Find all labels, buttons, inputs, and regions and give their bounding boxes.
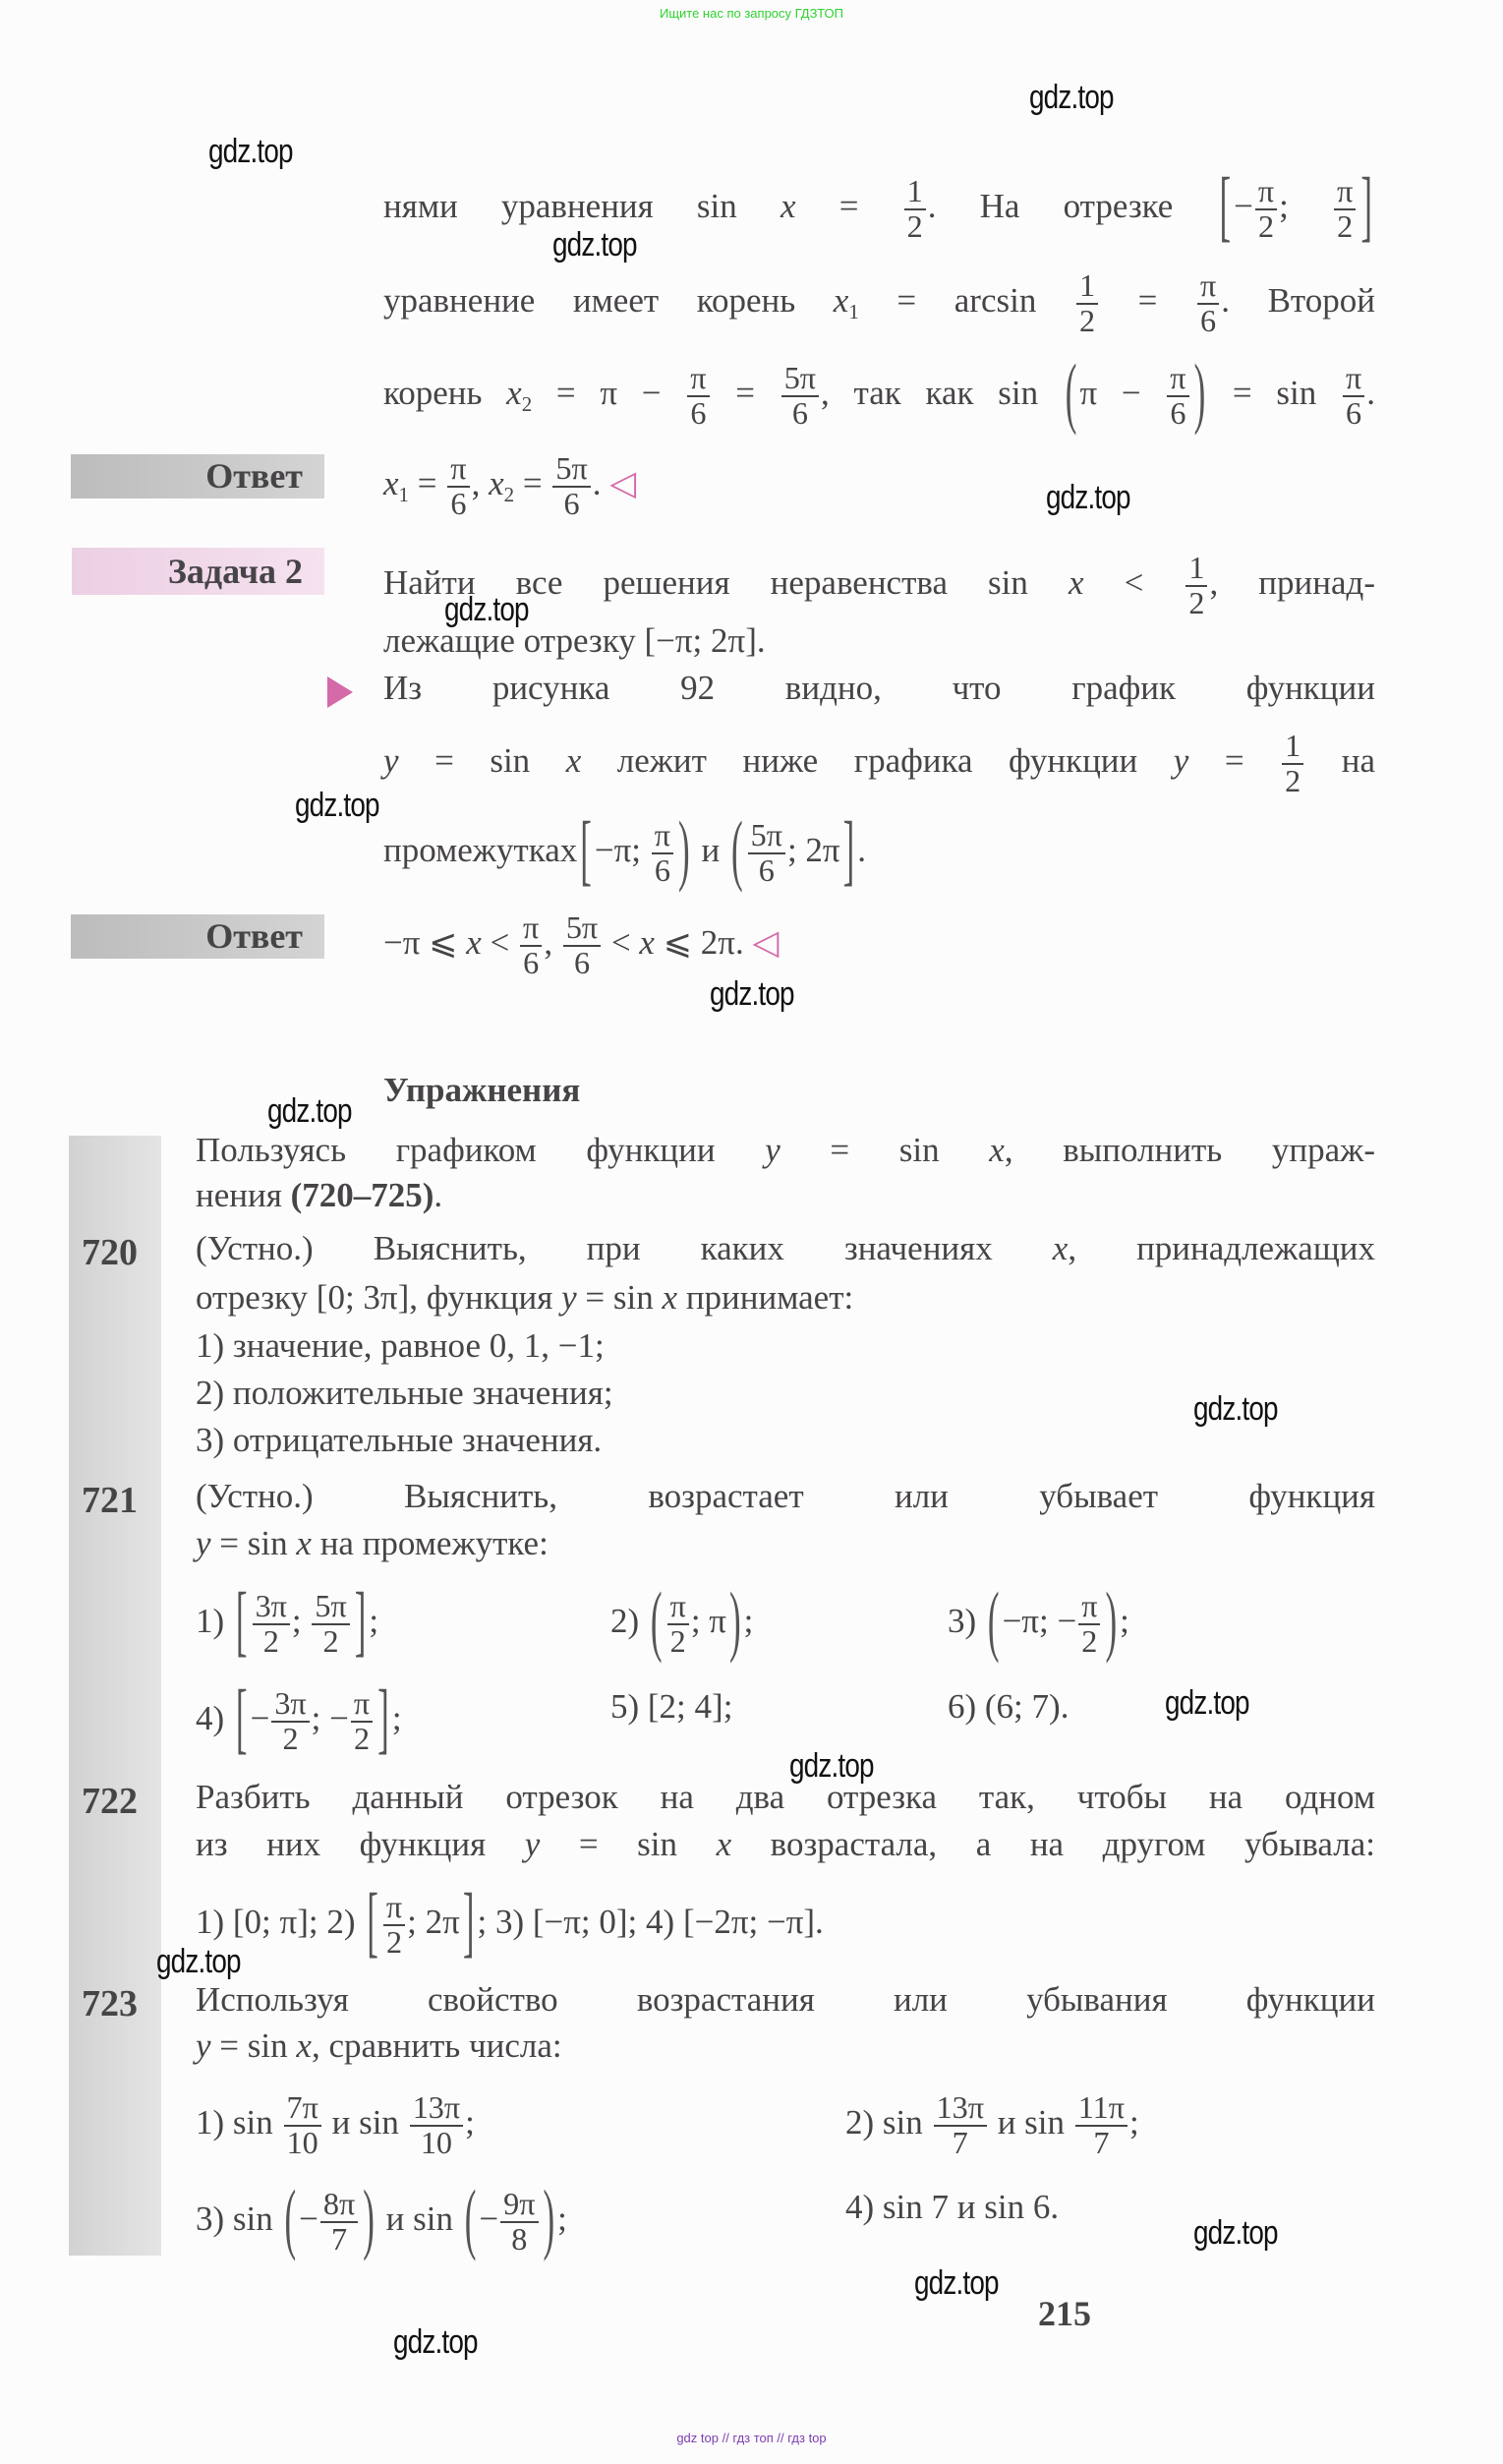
fraction-denominator: 6 (1170, 394, 1186, 431)
exercise-subitem (196, 1575, 379, 1665)
text-run: ; (1129, 2102, 1139, 2141)
fraction-denominator: 2 (353, 1720, 371, 1756)
fraction (1167, 362, 1188, 431)
text-line (383, 347, 1375, 437)
text-run: ; π (690, 1601, 726, 1640)
text-line (383, 267, 1375, 338)
fraction (563, 911, 601, 980)
fraction-numerator: π (652, 819, 673, 854)
text-run: = (711, 373, 780, 412)
text-run: , (544, 922, 561, 962)
text-run: − (299, 2199, 318, 2238)
bracket: ( (284, 2173, 297, 2262)
exercise-subitem (196, 1421, 602, 1468)
fraction (253, 1590, 290, 1659)
exercise-line (196, 1278, 853, 1325)
math-variable: x (833, 280, 849, 320)
text-run: ; 3) [−π; 0]; 4) [−2π; −π]. (477, 1902, 824, 1941)
subscript: 1 (848, 300, 859, 324)
fraction-numerator: π (1343, 362, 1364, 397)
text-run: = sin (210, 1524, 297, 1562)
fraction (781, 362, 819, 431)
text-run: и sin (988, 2102, 1073, 2141)
text-run: < (603, 922, 640, 962)
text-run: 4) sin 7 и sin 6. (845, 2188, 1060, 2226)
watermark: gdz.top (267, 1092, 352, 1130)
text-run: ; (465, 2102, 475, 2141)
text-run: < (1083, 562, 1185, 602)
intro-line (196, 1131, 1375, 1178)
math-variable: y (196, 2026, 211, 2065)
watermark: gdz.top (552, 226, 637, 264)
text-run: ; (557, 2199, 567, 2238)
fraction-numerator: 1 (1076, 269, 1098, 305)
exercise-margin-strip (69, 1136, 161, 2256)
fraction-denominator: 6 (654, 851, 670, 888)
fraction (1076, 269, 1098, 338)
fraction (500, 2188, 538, 2257)
bracket: ] (462, 1876, 475, 1965)
text-run: . (434, 1176, 443, 1214)
fraction-numerator: π (351, 1687, 373, 1723)
fraction-denominator: 7 (331, 2220, 348, 2257)
answer-label-box: Ответ (71, 454, 324, 499)
fraction-numerator: π (1167, 362, 1188, 397)
fraction (383, 1891, 405, 1960)
bracket: [ (235, 1672, 248, 1762)
bracket: ] (354, 1575, 367, 1665)
text-run: ; (369, 1601, 379, 1640)
answer-line (383, 450, 637, 521)
text-run: уравнение имеет корень (383, 280, 834, 320)
fraction-numerator: π (383, 1891, 405, 1926)
text-run: = π − (532, 373, 686, 412)
exercise-line (196, 1778, 1375, 1825)
text-run: = (1188, 740, 1281, 780)
fraction (652, 819, 673, 888)
text-run: = (409, 463, 446, 502)
text-run: 1) sin (196, 2102, 282, 2141)
exercise-subitem (610, 1687, 732, 1734)
subscript: 2 (521, 392, 533, 417)
text-run: возрастала, а на другом убывала: (731, 1825, 1375, 1863)
text-run: −π; − (1002, 1601, 1077, 1640)
exercise-subitem (948, 1687, 1069, 1734)
text-run: ; (743, 1601, 754, 1640)
exercise-line (196, 1825, 1375, 1872)
fraction-denominator: 6 (523, 944, 540, 980)
exercise-number: 720 (82, 1232, 138, 1273)
watermark: gdz.top (393, 2323, 478, 2361)
text-run: 2) (610, 1601, 648, 1640)
text-run: на промежутке: (311, 1524, 549, 1562)
fraction-denominator: 2 (906, 207, 923, 244)
fraction-denominator: 6 (1200, 302, 1217, 338)
text-run: (Устно.) Выяснить, при каких значениях (196, 1229, 1053, 1267)
solution-line (383, 728, 1376, 798)
fraction (351, 1687, 373, 1756)
text-run: , сравнить числа: (311, 2026, 562, 2065)
text-run: нями уравнения sin (383, 186, 780, 225)
fraction-numerator: π (1255, 175, 1277, 210)
text-run: 3) sin (196, 2199, 282, 2238)
math-variable: x (565, 740, 582, 780)
fraction-denominator: 6 (1346, 394, 1362, 431)
text-run: (Устно.) Выяснить, возрастает или убывает функция (196, 1477, 1375, 1515)
math-variable: y (524, 1825, 541, 1863)
fraction (1282, 730, 1303, 798)
text-run: , принадлежащих (1068, 1229, 1375, 1267)
math-variable: y (561, 1278, 577, 1317)
exercise-number: 721 (82, 1480, 138, 1521)
fraction-numerator: 3π (253, 1590, 290, 1625)
math-variable: x (466, 922, 482, 962)
text-run: 1) [0; π]; 2) (196, 1902, 365, 1941)
text-run: = sin (540, 1825, 717, 1863)
bracket: [ (580, 804, 592, 894)
fraction-numerator: 5π (552, 452, 590, 488)
text-run: − (250, 1698, 270, 1737)
bracket: ( (987, 1575, 1000, 1665)
fraction-numerator: 13π (410, 2091, 463, 2127)
fraction (1255, 175, 1277, 244)
answer-line (383, 909, 780, 980)
fraction-denominator: 6 (573, 944, 591, 980)
exercise-line (196, 1980, 1375, 2027)
text-run: π − (1079, 373, 1166, 412)
text-run: ⩽ 2π. (654, 922, 753, 962)
fraction-denominator: 2 (669, 1622, 686, 1659)
bracket: ] (842, 804, 855, 894)
exercise-line (196, 2026, 562, 2074)
exercise-subitem (196, 1672, 402, 1762)
page-number: 215 (1038, 2294, 1091, 2333)
math-variable: x (489, 463, 504, 502)
exercise-subitem (610, 1575, 754, 1665)
text-run: − (479, 2199, 499, 2238)
text-run: ; (391, 1698, 402, 1737)
fraction-numerator: 8π (320, 2188, 358, 2223)
fraction (520, 911, 542, 980)
text-run: из них функция (196, 1825, 525, 1863)
text-run: . На отрезке (927, 186, 1217, 225)
fraction-numerator: 3π (271, 1687, 309, 1723)
fraction-numerator: π (687, 362, 709, 397)
text-run: = sin (210, 2026, 297, 2065)
fraction-numerator: π (1078, 1590, 1100, 1625)
text-run: . (592, 463, 610, 502)
exercise-subitem (845, 2188, 1059, 2235)
text-run: и sin (322, 2102, 408, 2141)
fraction-denominator: 2 (1337, 207, 1354, 244)
watermark: gdz.top (1046, 479, 1130, 516)
text-run: . (1366, 373, 1375, 412)
text-run: , выполнить упраж- (1004, 1131, 1375, 1169)
math-variable: x (716, 1825, 732, 1863)
math-variable: x (780, 186, 796, 225)
bracket: [ (235, 1575, 248, 1665)
text-run: 2) положительные значения; (196, 1374, 613, 1412)
text-run: , (471, 463, 490, 502)
fraction (312, 1590, 349, 1659)
text-run: 3) отрицательные значения. (196, 1421, 603, 1459)
exercise-line (196, 1477, 1375, 1524)
math-variable: x (639, 922, 655, 962)
bracket: ( (464, 2173, 477, 2262)
fraction-denominator: 2 (1078, 302, 1096, 338)
fraction-numerator: π (1197, 269, 1219, 305)
fraction-numerator: 9π (500, 2188, 538, 2223)
text-run: на (1305, 740, 1376, 780)
bracket: ) (1105, 1575, 1118, 1665)
bracket: ) (728, 1575, 741, 1665)
text-run: −π ⩽ (383, 922, 467, 962)
watermark: gdz.top (789, 1747, 874, 1785)
text-run: лежит ниже графика функции (581, 740, 1174, 780)
fraction-denominator: 6 (791, 394, 808, 431)
bracket: ] (1360, 160, 1372, 250)
text-run: , принад- (1209, 562, 1375, 602)
fraction-numerator: π (520, 911, 542, 947)
fraction-denominator: 2 (1081, 1622, 1098, 1659)
text-run: ; (291, 1601, 311, 1640)
section-heading: Упражнения (383, 1071, 581, 1109)
text-run: = (514, 463, 551, 502)
bracket: ] (377, 1672, 389, 1762)
fraction-denominator: 2 (1257, 207, 1275, 244)
watermark: gdz.top (156, 1943, 241, 1980)
math-variable: x (662, 1278, 678, 1317)
text-run: −π; (594, 830, 650, 869)
text-run: 2) sin (845, 2102, 932, 2141)
text-run: − (1234, 186, 1253, 225)
fraction (447, 452, 469, 521)
fraction-numerator: π (667, 1590, 689, 1625)
footer-banner: gdz top // гдз топ // гдз top (676, 2431, 827, 2445)
fraction-denominator: 7 (952, 2124, 968, 2160)
watermark: gdz.top (444, 591, 529, 628)
fraction-numerator: 1 (1185, 552, 1207, 587)
fraction-denominator: 2 (262, 1622, 279, 1659)
fraction-numerator: 13π (934, 2091, 987, 2127)
text-run: Используя свойство возрастания или убывания функции (196, 1980, 1375, 2019)
fraction-numerator: π (447, 452, 469, 488)
text-run: 3) (948, 1601, 985, 1640)
fraction-numerator: 11π (1075, 2091, 1127, 2127)
bracket: ) (363, 2173, 375, 2262)
end-of-solution-marker-icon: ◁ (752, 922, 780, 962)
math-variable: x (1052, 1229, 1069, 1267)
fraction-denominator: 2 (385, 1923, 403, 1960)
fraction-denominator: 6 (758, 851, 775, 888)
math-variable: y (196, 1524, 211, 1562)
text-run: отрезку [0; 3π], функция (196, 1278, 562, 1317)
math-variable: y (765, 1131, 780, 1169)
text-run: = sin (576, 1278, 663, 1317)
exercise-subitem (196, 2089, 475, 2160)
fraction (1078, 1590, 1100, 1659)
subscript: 2 (503, 483, 515, 507)
answer-label-box: Ответ (71, 914, 324, 959)
fraction-numerator: 5π (312, 1590, 349, 1625)
math-variable: x (506, 373, 522, 412)
fraction-denominator: 6 (690, 394, 707, 431)
text-run: = (1100, 280, 1195, 320)
fraction-denominator: 10 (420, 2124, 452, 2160)
text-run: = sin (1208, 373, 1341, 412)
text-run: ; (1279, 186, 1333, 225)
bracket: ) (1193, 347, 1206, 437)
exercise-number: 722 (82, 1781, 138, 1822)
solution-line (383, 669, 1375, 716)
text-run: , так как sin (821, 373, 1063, 412)
text-run: = sin (780, 1131, 990, 1169)
text-run: 4) (196, 1698, 233, 1737)
watermark: gdz.top (208, 133, 293, 170)
text-run: ; 2π (407, 1902, 460, 1941)
fraction (552, 452, 590, 521)
bracket: ) (678, 804, 690, 894)
math-variable: x (989, 1131, 1005, 1169)
fraction-numerator: 5π (563, 911, 601, 947)
math-variable: y (383, 740, 399, 780)
math-variable: x (1068, 562, 1084, 602)
fraction-numerator: 7π (284, 2091, 321, 2127)
text-run: Из рисунка 92 видно, что график функции (383, 669, 1375, 707)
fraction-denominator: 6 (450, 485, 467, 521)
text-run: ; − (311, 1698, 349, 1737)
fraction-denominator: 7 (1093, 2124, 1110, 2160)
text-run: лежащие отрезку [−π; 2π]. (383, 621, 766, 660)
bracket: ( (730, 804, 743, 894)
exercise-line (196, 1524, 549, 1571)
math-variable: x (296, 1524, 312, 1562)
fraction-denominator: 2 (282, 1720, 299, 1756)
fraction-numerator: 5π (781, 362, 819, 397)
task-label-box: Задача 2 (72, 548, 324, 595)
math-variable: x (296, 2026, 312, 2065)
text-run: Найти все решения неравенства sin (383, 562, 1069, 602)
fraction (320, 2188, 358, 2257)
fraction (284, 2091, 321, 2160)
text-run: = sin (398, 740, 566, 780)
fraction (1075, 2091, 1127, 2160)
math-variable: x (383, 463, 399, 502)
text-run: корень (383, 373, 507, 412)
text-run: 1) значение, равное 0, 1, −1; (196, 1326, 605, 1365)
fraction (1185, 552, 1207, 620)
text-run: ; (1120, 1601, 1129, 1640)
fraction (1197, 269, 1219, 338)
text-run: Пользуясь графиком функции (196, 1131, 766, 1169)
text-run: < (481, 922, 519, 962)
task-text-line (383, 621, 766, 669)
text-run: 6) (6; 7). (948, 1687, 1069, 1726)
text-run: 1) (196, 1601, 233, 1640)
watermark: gdz.top (295, 787, 379, 824)
text-run: = arcsin (858, 280, 1074, 320)
solution-line (383, 804, 867, 894)
subscript: 1 (398, 483, 410, 507)
text-run: Разбить данный отрезок на два отрезка так, чтобы на одном (196, 1778, 1375, 1816)
text-run: = (795, 186, 902, 225)
end-of-solution-marker-icon: ◁ (609, 463, 637, 502)
fraction-numerator: 1 (1282, 730, 1303, 765)
exercise-subitem (196, 1876, 824, 1965)
bracket: ( (1065, 347, 1077, 437)
text-run: промежутках (383, 830, 578, 869)
exercise-subitem (845, 2089, 1139, 2160)
exercise-subitem (948, 1575, 1129, 1665)
fraction-denominator: 6 (563, 485, 580, 521)
fraction (271, 1687, 309, 1756)
fraction-numerator: π (1334, 175, 1356, 210)
fraction-denominator: 10 (286, 2124, 318, 2160)
text-run: принимает: (677, 1278, 854, 1317)
solution-start-triangle-icon (327, 676, 353, 708)
bracket: [ (367, 1876, 378, 1965)
watermark: gdz.top (1165, 1684, 1249, 1722)
text-run: . Второй (1221, 280, 1375, 320)
watermark: gdz.top (1029, 79, 1114, 116)
bold-text: (720–725) (290, 1176, 434, 1214)
watermark: gdz.top (1193, 2214, 1278, 2252)
fraction (904, 175, 926, 244)
exercise-line (196, 1229, 1375, 1276)
fraction (748, 819, 785, 888)
fraction-denominator: 2 (1285, 762, 1301, 798)
fraction-denominator: 8 (511, 2220, 528, 2257)
intro-line (196, 1176, 442, 1223)
text-run: . (857, 830, 867, 869)
fraction (1343, 362, 1364, 431)
fraction-numerator: 1 (904, 175, 926, 210)
fraction-numerator: 5π (748, 819, 785, 854)
fraction (687, 362, 709, 431)
fraction (1334, 175, 1356, 244)
bracket: [ (1219, 160, 1232, 250)
fraction-denominator: 2 (322, 1622, 339, 1659)
text-run: и (692, 830, 728, 869)
fraction-denominator: 2 (1188, 584, 1205, 620)
bracket: ) (543, 2173, 555, 2262)
exercise-subitem (196, 1326, 605, 1374)
fraction (667, 1590, 689, 1659)
exercise-number: 723 (82, 1983, 138, 2024)
text-run: 5) [2; 4]; (610, 1687, 733, 1726)
text-run: и sin (376, 2199, 462, 2238)
fraction (934, 2091, 987, 2160)
text-run: нения (196, 1176, 291, 1214)
watermark: gdz.top (710, 975, 794, 1013)
bracket: ( (650, 1575, 663, 1665)
watermark: gdz.top (914, 2264, 999, 2302)
exercise-subitem (196, 2173, 567, 2262)
watermark: gdz.top (1193, 1390, 1278, 1428)
math-variable: y (1173, 740, 1189, 780)
text-run: ; 2π (786, 830, 840, 869)
header-banner: Ищите нас по запросу ГДЗТОП (659, 6, 843, 21)
fraction (410, 2091, 463, 2160)
exercise-subitem (196, 1374, 613, 1421)
